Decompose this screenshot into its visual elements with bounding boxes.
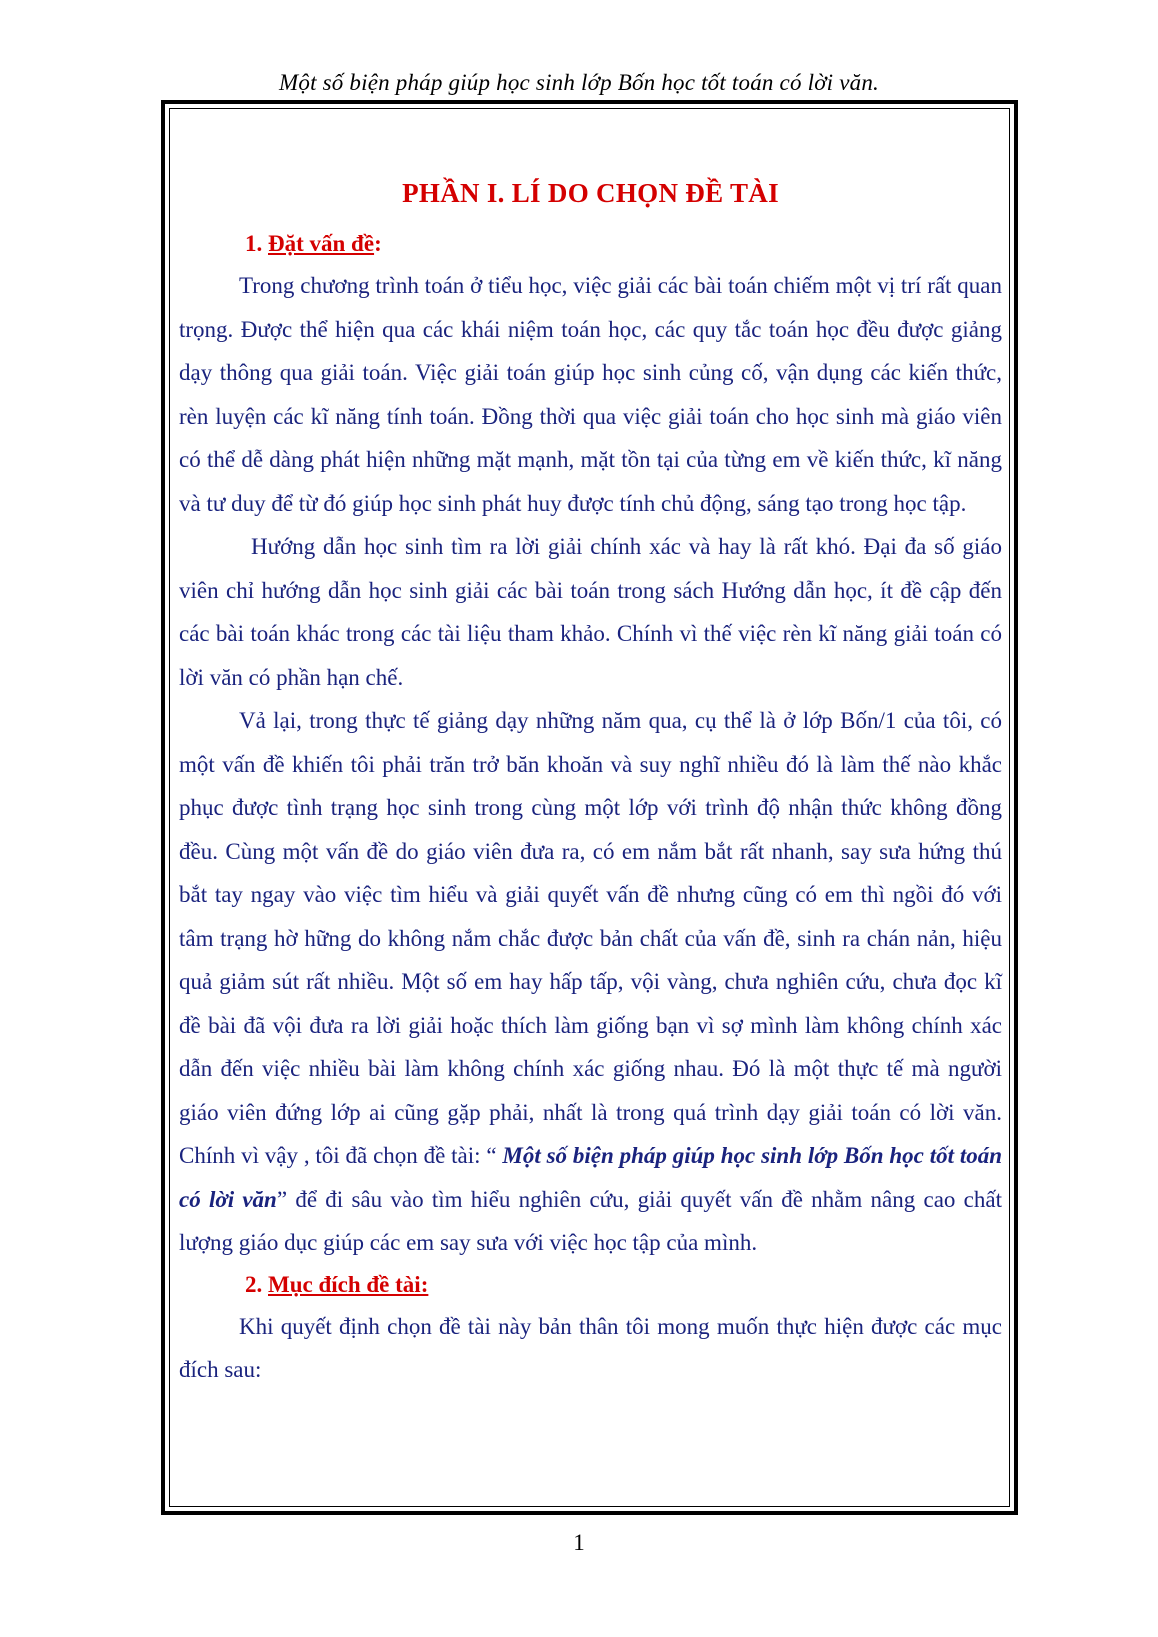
paragraph-1: Trong chương trình toán ở tiểu học, việc giải các bài toán chiếm một vị trí rất quan trọng. Được thể hiện qua các khái niệm toán học, các quy tắc toán học đều được giảng dạy thông qua giải toán. Việc giải toán giúp học sinh củng cố, vận dụng các kiến thức, rèn luyện các kĩ năng tính toán. Đồng thời qua việc giải toán cho học sinh mà giáo viên có thể dễ dàng phát hiện những mặt mạnh, mặt tồn tại của từng em về kiến thức, kĩ năng và tư duy để từ đó giúp học sinh phát huy được tính chủ động, sáng tạo trong học tập. [179, 273, 1002, 516]
paragraph-2: Hướng dẫn học sinh tìm ra lời giải chính xác và hay là rất khó. Đại đa số giáo viên chỉ hướng dẫn học sinh giải các bài toán trong sách Hướng dẫn học, ít đề cập đến các bài toán khác trong các tài liệu tham khảo. Chính vì thế việc rèn kĩ năng giải toán có lời văn có phần hạn chế. [179, 534, 1002, 690]
page-border-frame [161, 100, 1018, 1515]
section-heading-2 [179, 1265, 1002, 1305]
document-body [179, 174, 1002, 1392]
paragraph-3-end: ” để đi sâu vào tìm hiểu nghiên cứu, giải quyết vấn đề nhằm nâng cao chất lượng giáo dục giúp các em say sưa với việc học tập của mình. [179, 1186, 1002, 1255]
section-title-2: Mục đích đề tài: [268, 1271, 429, 1297]
section-title-1: Đặt vấn đề [268, 231, 375, 256]
page-number: 1 [573, 1530, 585, 1555]
section-heading-1 [179, 224, 1002, 264]
paragraph-4: Khi quyết định chọn đề tài này bản thân tôi mong muốn thực hiện được các mục đích sau: [179, 1313, 1002, 1382]
topic-title: Một số biện pháp giúp học sinh lớp Bốn học tốt toán có lời văn [179, 1143, 1003, 1212]
paragraph-3-start: Vả lại, trong thực tế giảng dạy những năm qua, cụ thể là ở lớp Bốn/1 của tôi, có một vấn đề khiến tôi phải trăn trở băn khoăn và suy nghĩ nhiều đó là làm thế nào khắc phục được tình trạng học sinh trong cùng một lớp với trình độ nhận thức không đồng đều. Cùng một vấn đề do giáo viên đưa ra, có em nắm bắt rất nhanh, say sưa hứng thú bắt tay ngay vào việc tìm hiểu và giải quyết vấn đề nhưng cũng có em thì ngồi đó với tâm trạng hờ hững do không nắm chắc được bản chất của vấn đề, sinh ra chán nản, hiệu quả giảm sút rất nhiều. Một số em hay hấp tấp, vội vàng, chưa nghiên cứu, chưa đọc kĩ đề bài đã vội đưa ra lời giải hoặc thích làm giống bạn vì sợ mình làm không chính xác dẫn đến việc nhiều bài làm không chính xác giống nhau. Đó là một thực tế mà người giáo viên đứng lớp ai cũng gặp phải, nhất là trong quá trình dạy giải toán có lời văn. Chính vì vậy , tôi đã chọn đề tài: “ [179, 708, 1002, 1168]
section-suffix-1: : [374, 231, 382, 256]
part-title: PHẦN I. LÍ DO CHỌN ĐỀ TÀI [402, 178, 779, 208]
page-header: Một số biện pháp giúp học sinh lớp Bốn học tốt toán có lời văn. [279, 70, 879, 95]
paragraph-3 [179, 699, 1002, 1265]
section-number-1: 1. [245, 231, 263, 256]
section-number-2: 2. [245, 1271, 263, 1297]
